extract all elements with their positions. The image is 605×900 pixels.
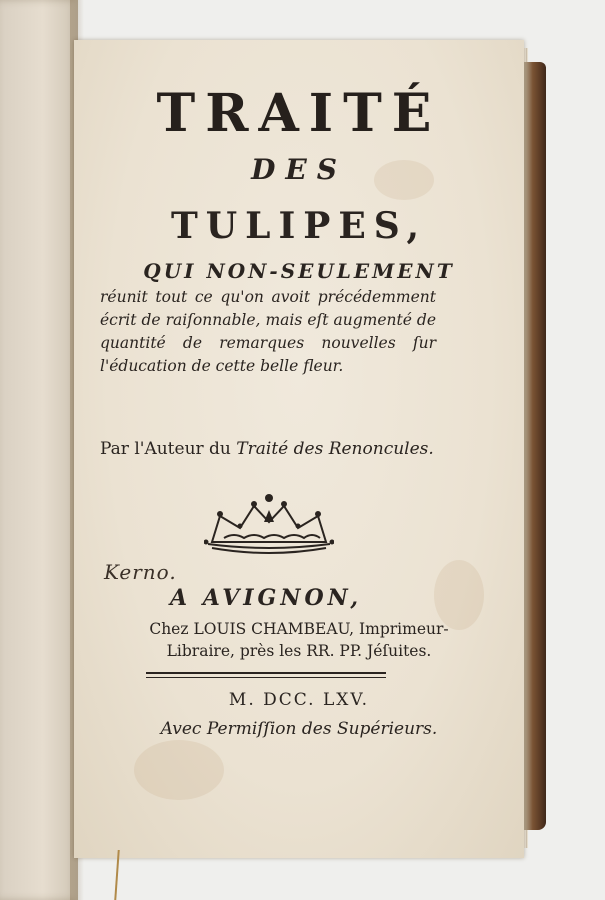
permission-line: Avec Permiſſion des Supérieurs. (160, 719, 438, 739)
title-subject: TULIPES, (170, 205, 428, 247)
title-page (74, 40, 524, 858)
title-des: DES (251, 153, 347, 186)
divider-rule-thin (146, 677, 386, 678)
printer-line-1: Chez LOUIS CHAMBEAU, Imprimeur- (149, 620, 449, 638)
ribbon-bookmark (114, 850, 135, 900)
imprint-date: M. DCC. LXV. (228, 690, 370, 710)
divider-rule-thick (146, 672, 386, 674)
imprint-place: A AVIGNON, (170, 585, 362, 611)
title-page-text (74, 40, 524, 858)
author-work: Traité des Renoncules. (236, 439, 434, 459)
subtitle-description: réunit tout ce qu'on avoit précédemment écrit de raiſonnable, mais eſt augmenté de quantité de remarques nouvelles ſur l'éducation de cette belle fleur. (100, 288, 436, 375)
book-spine-binding (524, 62, 546, 830)
author-line (100, 437, 480, 461)
handwritten-signature: Kerno. (104, 560, 177, 584)
left-cover-board (0, 0, 78, 900)
author-prefix: Par l'Auteur du (100, 439, 237, 459)
subtitle-qui-line: QUI NON-SEULEMENT (143, 259, 455, 283)
crown-ornament-icon (204, 492, 334, 558)
book-title: TRAITÉ (156, 83, 442, 144)
printer-line-2: Libraire, près les RR. PP. Jéſuites. (166, 642, 432, 660)
